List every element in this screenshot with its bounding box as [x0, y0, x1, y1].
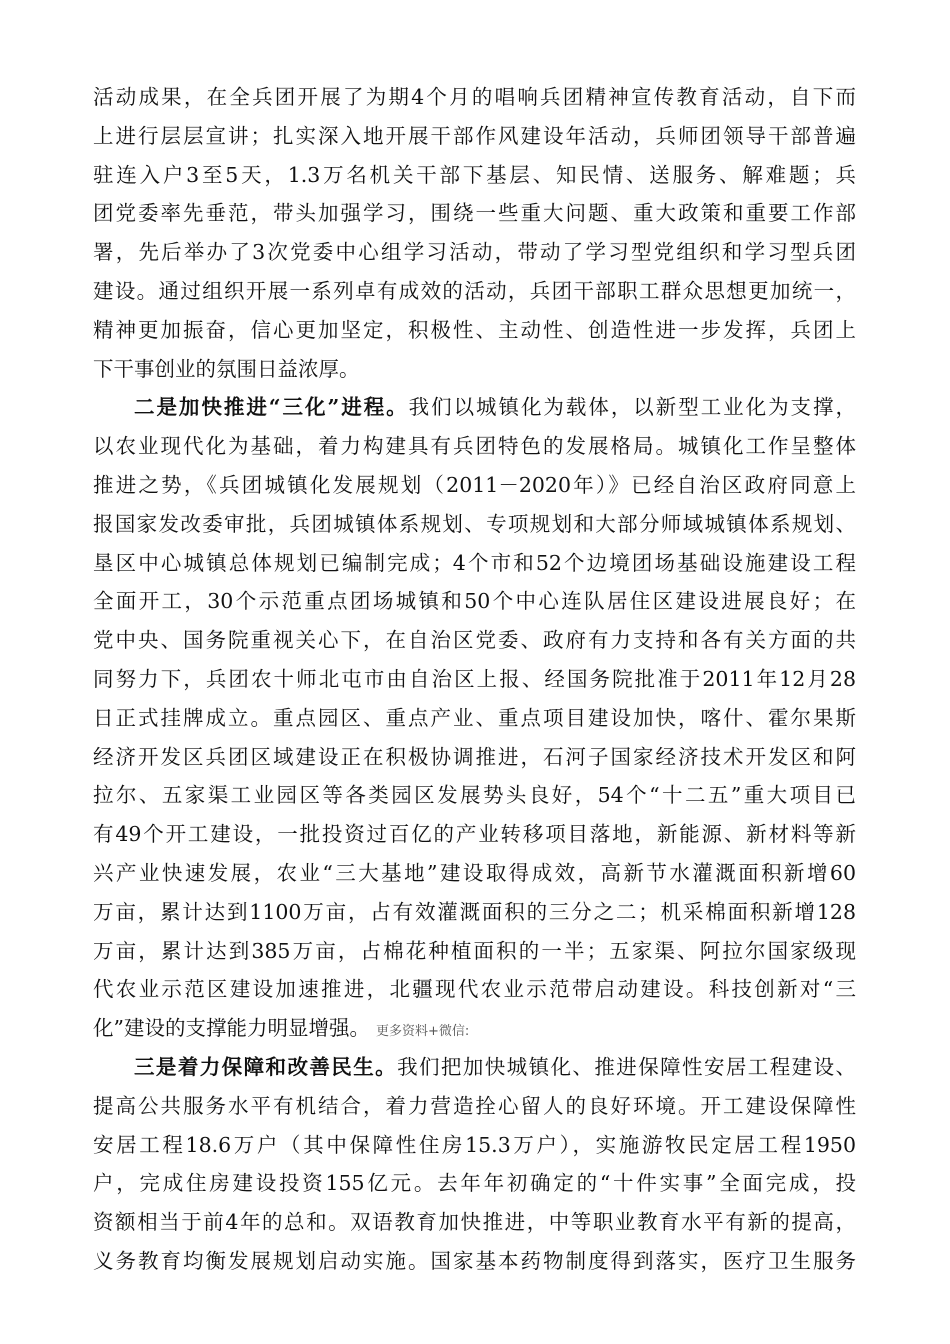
text-line: 团党委率先垂范，带头加强学习，围绕一些重大问题、重大政策和重要工作部 — [93, 201, 856, 226]
text-line: 安居工程18.6万户（其中保障性住房15.3万户），实施游牧民定居工程1950 — [93, 1132, 856, 1157]
text-line: 经济开发区兵团区域建设正在积极协调推进，石河子国家经济技术开发区和阿 — [93, 744, 856, 769]
text-line: 兴产业快速发展，农业“三大基地”建设取得成效，高新节水灌溉面积新增60 — [93, 860, 856, 885]
text-line: 有49个开工建设，一批投资过百亿的产业转移项目落地，新能源、新材料等新 — [93, 822, 856, 847]
text-line: 活动成果，在全兵团开展了为期4个月的唱响兵团精神宣传教育活动，自下而 — [93, 85, 856, 109]
text-span: 我们把加快城镇化、推进保障性安居工程建设、 — [397, 1054, 856, 1079]
paragraph-2 — [93, 388, 856, 1048]
paragraph-3 — [93, 1048, 856, 1281]
text-line: 党中央、国务院重视关心下，在自治区党委、政府有力支持和各有关方面的共 — [93, 628, 856, 653]
text-line: 日正式挂牌成立。重点园区、重点产业、重点项目建设加快，喀什、霍尔果斯 — [93, 705, 856, 730]
text-line: 同努力下，兵团农十师北屯市由自治区上报、经国务院批准于2011年12月28 — [93, 666, 856, 691]
text-line: 精神更加振奋，信心更加坚定，积极性、主动性、创造性进一步发挥，兵团上 — [93, 317, 856, 342]
text-line: 义务教育均衡发展规划启动实施。国家基本药物制度得到落实，医疗卫生服务 — [93, 1248, 856, 1273]
text-line: 拉尔、五家渠工业园区等各类园区发展势头良好，54个“十二五”重大项目已 — [93, 783, 856, 808]
text-line: 全面开工，30个示范重点团场城镇和50个中心连队居住区建设进展良好；在 — [93, 589, 856, 614]
text-line: 署，先后举办了3次党委中心组学习活动，带动了学习型党组织和学习型兵团 — [93, 240, 856, 265]
text-line: 代农业示范区建设加速推进，北疆现代农业示范带启动建设。科技创新对“三 — [93, 977, 856, 1002]
text-line: 驻连入户3至5天，1.3万名机关干部下基层、知民情、送服务、解难题；兵 — [93, 162, 856, 187]
text-line: 户，完成住房建设投资155亿元。去年年初确定的“十件实事”全面完成，投 — [93, 1171, 856, 1196]
paragraph-1 — [93, 78, 856, 388]
text-line: 提高公共服务水平有机结合，着力营造拴心留人的良好环境。开工建设保障性 — [93, 1093, 856, 1118]
text-line: 上进行层层宣讲；扎实深入地开展干部作风建设年活动，兵师团领导干部普遍 — [93, 123, 856, 148]
text-line — [93, 1009, 856, 1048]
text-line: 垦区中心城镇总体规划已编制完成；4个市和52个边境团场基础设施建设工程 — [93, 550, 856, 575]
text-span: 我们以城镇化为载体，以新型工业化为支撑， — [408, 395, 856, 420]
text-line: 以农业现代化为基础，着力构建具有兵团特色的发展格局。城镇化工作呈整体 — [93, 434, 856, 459]
text-line: 万亩，累计达到385万亩，占棉花种植面积的一半；五家渠、阿拉尔国家级现 — [93, 938, 856, 963]
text-line — [93, 388, 856, 427]
text-line: 万亩，累计达到1100万亩，占有效灌溉面积的三分之二；机采棉面积新增128 — [93, 899, 856, 924]
note-text: 更多资料+微信: — [375, 1024, 470, 1040]
document-page — [93, 78, 856, 1281]
text-line: 建设。通过组织开展一系列卓有成效的活动，兵团干部职工群众思想更加统一， — [93, 278, 856, 303]
paragraph-heading: 二是加快推进“三化”进程。 — [134, 395, 409, 420]
text-line: 下干事创业的氛围日益浓厚。 — [93, 356, 360, 381]
text-line — [93, 1048, 856, 1087]
text-span: 化”建设的支撑能力明显增强。 — [93, 1016, 370, 1041]
paragraph-heading: 三是着力保障和改善民生。 — [134, 1054, 398, 1079]
text-line: 资额相当于前4年的总和。双语教育加快推进，中等职业教育水平有新的提高， — [93, 1210, 856, 1235]
text-line: 报国家发改委审批，兵团城镇体系规划、专项规划和大部分师域城镇体系规划、 — [93, 511, 856, 536]
text-line: 推进之势，《兵团城镇化发展规划（2011－2020年）》已经自治区政府同意上 — [93, 472, 856, 497]
